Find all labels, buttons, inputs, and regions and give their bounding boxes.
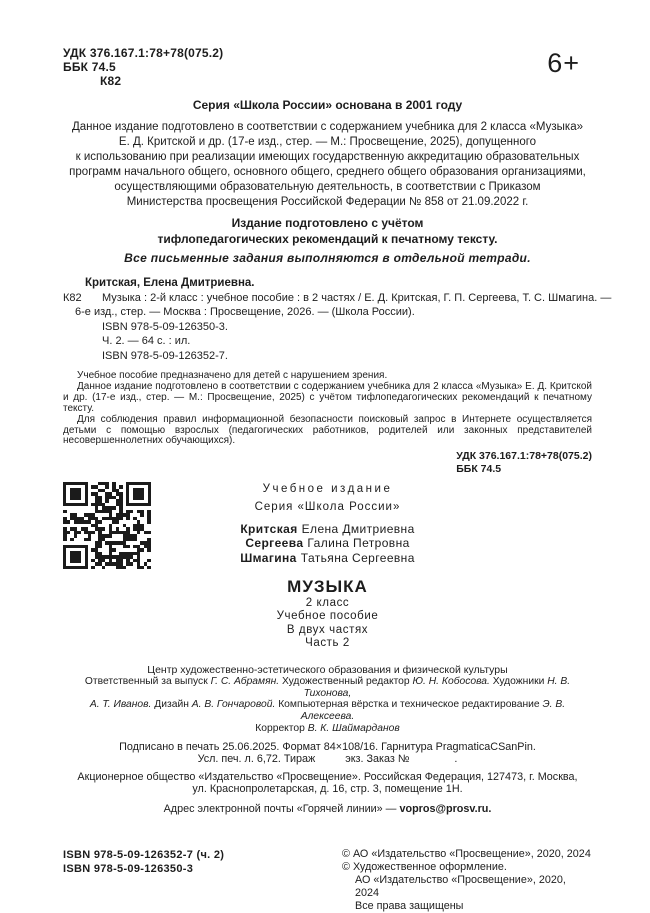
udk-code: УДК 376.167.1:78+78(075.2) bbox=[63, 46, 224, 60]
edition-note-line: программ начального общего, основного общего, среднего общего образования организациями, bbox=[69, 166, 586, 178]
qr-code bbox=[63, 482, 151, 570]
series-heading: Серия «Школа России» основана в 2001 году bbox=[192, 98, 463, 112]
bbk-code: ББК 74.5 bbox=[63, 60, 116, 74]
credits-block bbox=[63, 676, 592, 735]
publisher-block bbox=[63, 771, 592, 796]
catalog-code: К82 bbox=[63, 291, 82, 304]
centre-department-line: Центр художественно-эстетического образования и физической культуры bbox=[147, 663, 508, 676]
credits-line: А. Т. Иванов. Дизайн А. В. Гончаровой. Компьютерная вёрстка и техническое редактирование Э. В. Алексеева. bbox=[89, 699, 566, 723]
tiflo-note bbox=[63, 216, 592, 247]
copyright-line: © Художественное оформление. bbox=[342, 860, 507, 873]
author-surname: Критская bbox=[240, 521, 298, 536]
top-codes-row bbox=[63, 46, 592, 88]
imprint-line: Усл. печ. л. 6,72. Тираж экз. Заказ № . bbox=[197, 753, 458, 766]
credits-line: Ответственный за выпуск Г. С. Абрамян. Художественный редактор Ю. Н. Кобосова. Художники Н. В. Тихонова, bbox=[84, 675, 571, 699]
catalog-part-line: Ч. 2. — 64 с. : ил. bbox=[102, 335, 191, 347]
written-tasks-note: Все письменные задания выполняются в отдельной тетради. bbox=[124, 251, 531, 265]
hotline-email-line bbox=[63, 803, 592, 815]
author-name: Галина Петровна bbox=[307, 536, 410, 551]
isbn-line: ISBN 978-5-09-126352-7 (ч. 2) bbox=[63, 848, 225, 861]
catalog-main-line bbox=[63, 291, 612, 306]
age-rating-badge: 6+ bbox=[547, 48, 580, 78]
tiflo-note-line: тифлопедагогических рекомендаций к печатному тексту. bbox=[157, 231, 498, 246]
edition-info-block bbox=[63, 481, 592, 571]
credits-line: Корректор В. К. Шаймарданов bbox=[255, 723, 400, 735]
tiflo-note-line: Издание подготовлено с учётом bbox=[231, 216, 424, 230]
author-surname: Сергеева bbox=[245, 536, 304, 551]
copyright-line: © АО «Издательство «Просвещение», 2020, 2024 bbox=[342, 847, 591, 860]
bbk-code-bottom: ББК 74.5 bbox=[456, 462, 502, 475]
series-name-label: Серия «Школа России» bbox=[254, 500, 401, 513]
kind-label: Учебное пособие bbox=[276, 610, 379, 623]
edition-type-label: Учебное издание bbox=[262, 482, 393, 495]
catalog-title-line: Музыка : 2-й класс : учебное пособие : в 2 частях / Е. Д. Критская, Г. П. Сергеева, Т. С. Шмагина. — bbox=[102, 291, 612, 304]
edition-note-line: Министерства просвещения Российской Федерации № 858 от 21.09.2022 г. bbox=[126, 196, 529, 208]
isbn-line: ISBN 978-5-09-126350-3 bbox=[63, 862, 194, 875]
catalog-continuation-line: 6-е изд., стер. — Москва : Просвещение, 2026. — (Школа России). bbox=[75, 306, 415, 318]
edition-note-line: осуществляющими образовательную деятельность, в соответствии с Приказом bbox=[114, 181, 541, 193]
part-label: Часть 2 bbox=[305, 637, 350, 650]
top-codes-block bbox=[63, 46, 592, 88]
annotation-block bbox=[63, 371, 592, 447]
qr-finder-icon bbox=[126, 482, 151, 507]
grade-label: 2 класс bbox=[305, 596, 350, 609]
imprint-block bbox=[63, 741, 592, 766]
edition-note bbox=[63, 120, 592, 210]
annotation-paragraph: Данное издание подготовлено в соответствии с содержанием учебника для 2 класса «Музыка» Е. Д. Критской и др. (17-е изд., стер. — М.: Просвещение, 2025) с учётом тифлопедагогических рекомендаций к печатному тексту. bbox=[63, 380, 592, 414]
catalog-card bbox=[63, 276, 612, 363]
hotline-email: vopros@prosv.ru. bbox=[399, 802, 492, 815]
catalog-isbn-1: ISBN 978-5-09-126350-3. bbox=[102, 320, 228, 333]
author-name: Татьяна Сергеевна bbox=[300, 550, 415, 565]
publisher-line: Акционерное общество «Издательство «Просвещение». Российская Федерация, 127473, г. Москва, bbox=[77, 770, 578, 783]
qr-finder-icon bbox=[63, 482, 88, 507]
edition-note-line: Данное издание подготовлено в соответствии с содержанием учебника для 2 класса «Музыка» bbox=[71, 121, 583, 133]
title-block bbox=[63, 577, 592, 651]
copyright-line: Все права защищены bbox=[355, 899, 464, 912]
parts-label: В двух частях bbox=[286, 623, 369, 636]
imprint-line: Подписано в печать 25.06.2025. Формат 84×108/16. Гарнитура PragmaticaCSanPin. bbox=[119, 740, 536, 753]
isbn-block bbox=[63, 848, 224, 913]
author-sign-code: К82 bbox=[100, 74, 122, 88]
copyright-block bbox=[342, 848, 592, 913]
annotation-paragraph: Учебное пособие предназначено для детей с нарушением зрения. bbox=[77, 370, 388, 381]
copyright-line: АО «Издательство «Просвещение», 2020, 2024 bbox=[355, 873, 566, 899]
edition-note-line: Е. Д. Критской и др. (17-е изд., стер. — М.: Просвещение, 2025), допущенного bbox=[118, 136, 537, 148]
qr-finder-icon bbox=[63, 545, 88, 570]
catalog-isbn-2: ISBN 978-5-09-126352-7. bbox=[102, 349, 228, 362]
hotline-email-prefix: Адрес электронной почты «Горячей линии» — bbox=[163, 802, 400, 815]
bottom-row bbox=[63, 848, 592, 913]
author-name: Елена Дмитриевна bbox=[301, 521, 415, 536]
bottom-codes-block bbox=[63, 450, 592, 477]
edition-note-line: к использованию при реализации имеющих государственную аккредитацию образовательных bbox=[75, 151, 580, 163]
udk-code-bottom: УДК 376.167.1:78+78(075.2) bbox=[456, 450, 592, 463]
catalog-author-heading: Критская, Елена Дмитриевна. bbox=[85, 277, 255, 289]
book-title: МУЗЫКА bbox=[287, 576, 368, 596]
publisher-line: ул. Краснопролетарская, д. 16, стр. 3, помещение 1Н. bbox=[192, 783, 463, 796]
author-surname: Шмагина bbox=[240, 550, 297, 565]
annotation-paragraph: Для соблюдения правил информационной безопасности поисковый запрос в Интернете осуществляется детьми с помощью взрослых (педагогических работников, родителей или законных представителей несовершеннолетних обучающихся). bbox=[63, 413, 592, 447]
